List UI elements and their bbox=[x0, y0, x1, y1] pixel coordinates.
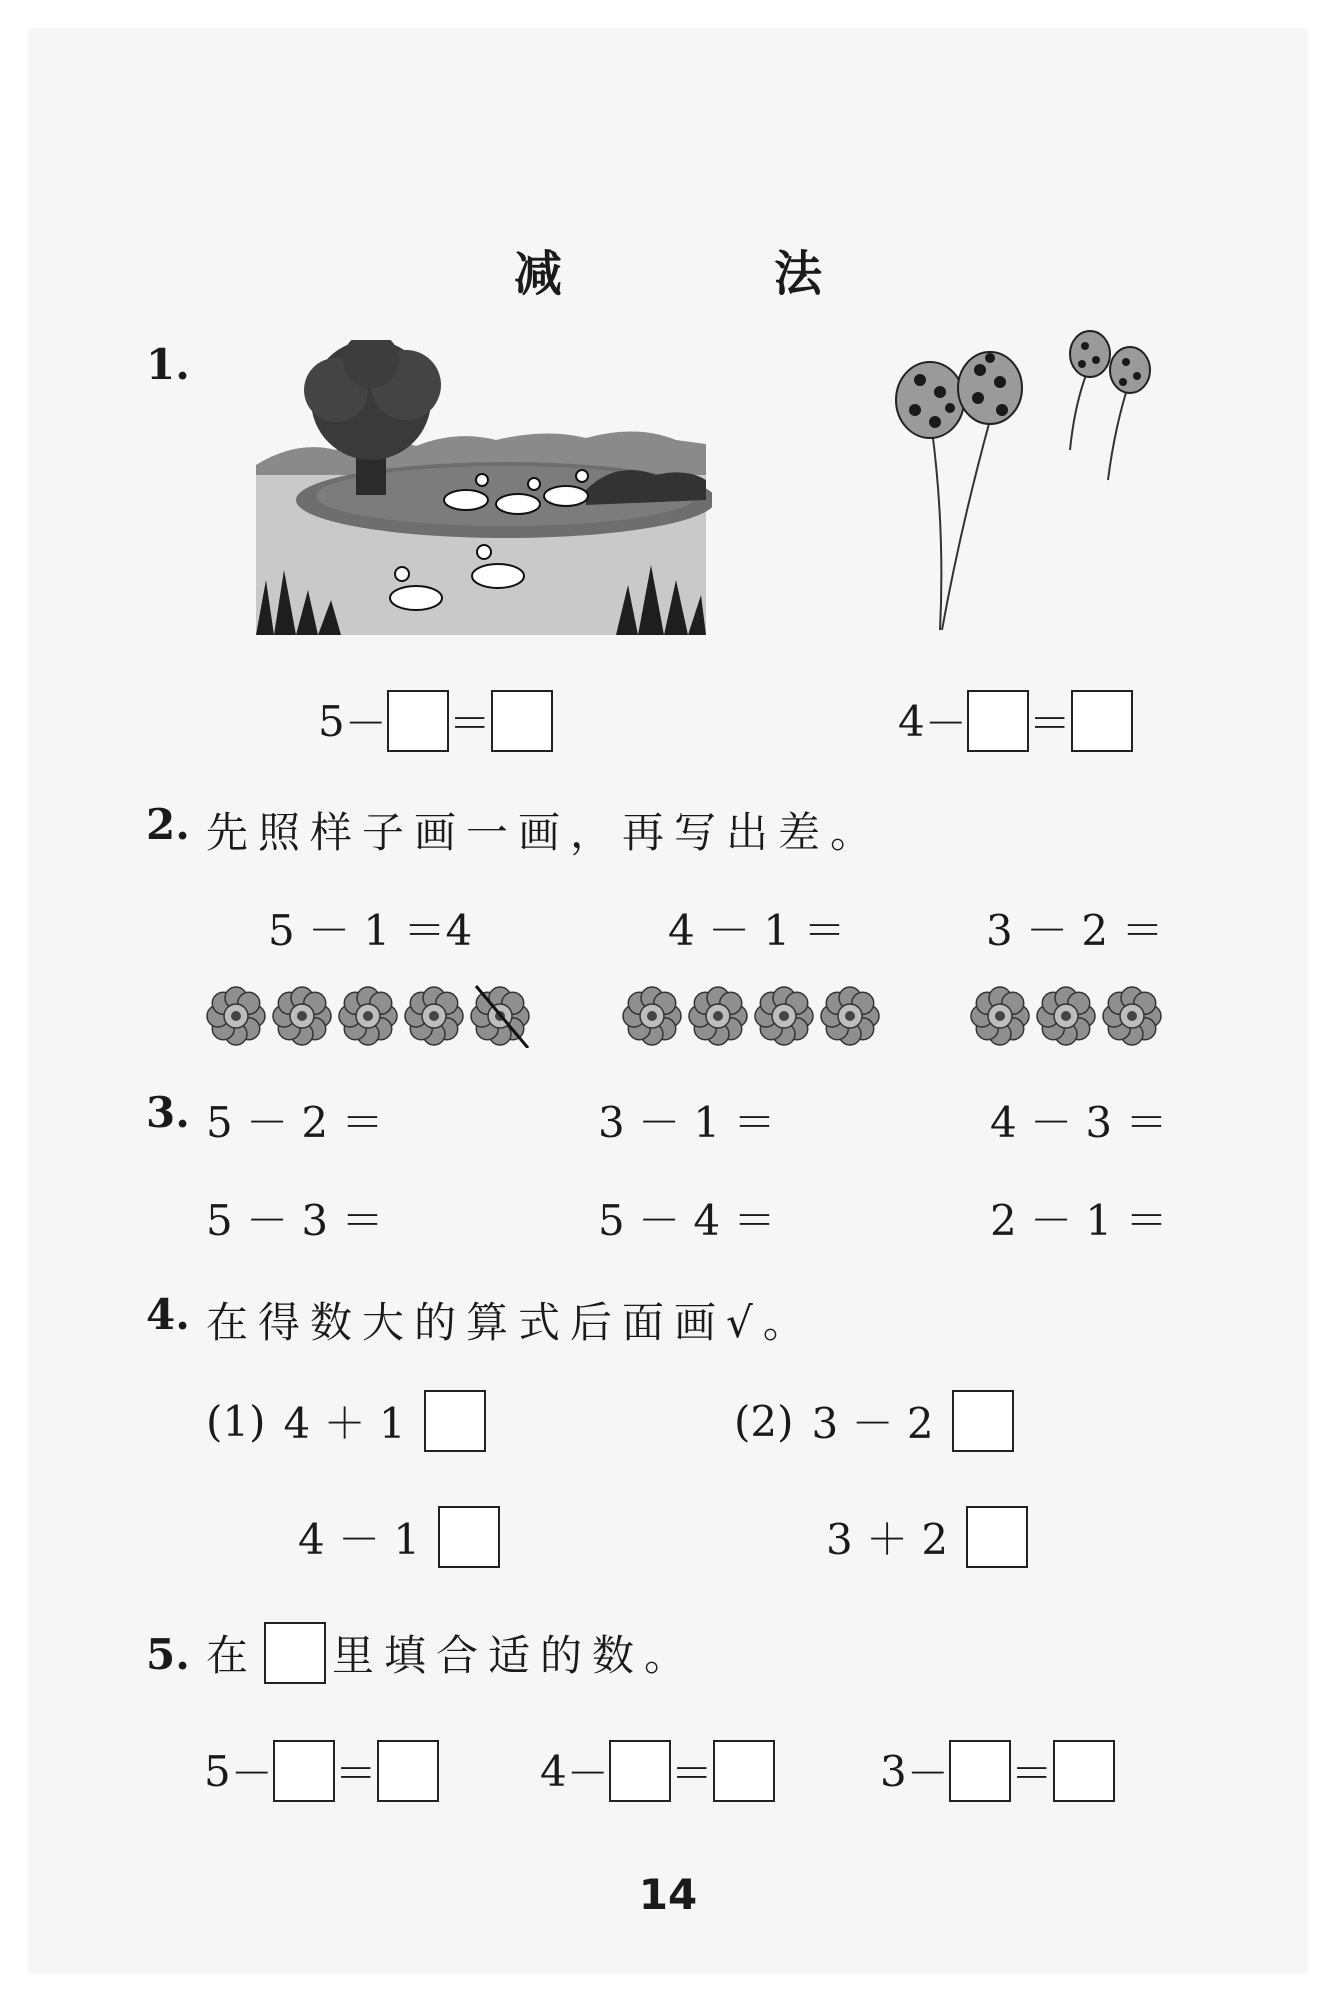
q4-part-2-row-2 bbox=[826, 1506, 1028, 1568]
flower-icon bbox=[689, 987, 747, 1045]
flower-icon bbox=[821, 987, 879, 1045]
q3-expression: 3 － 1 ＝ bbox=[598, 1098, 776, 1147]
question-5-number: 5. bbox=[146, 1630, 190, 1679]
q5-equals: ＝ bbox=[1010, 1749, 1053, 1798]
question-2-number: 2. bbox=[146, 800, 190, 849]
q5-equation-3 bbox=[880, 1740, 1115, 1802]
q4-part-1-row-2 bbox=[298, 1506, 500, 1568]
q2-example-expression: 5 － 1 ＝4 bbox=[268, 906, 473, 955]
q3-expression: 5 － 3 ＝ bbox=[206, 1196, 384, 1245]
page-title: 减 法 bbox=[513, 246, 904, 302]
checkmark-box[interactable] bbox=[966, 1506, 1028, 1568]
q5-equals: ＝ bbox=[334, 1749, 377, 1798]
q4-part-2-expression-a: 3 － 2 bbox=[811, 1399, 934, 1448]
q4-part-1-expression-b: 4 － 1 bbox=[298, 1515, 421, 1564]
q4-part-1-expression-a: 4 ＋ 1 bbox=[283, 1399, 406, 1448]
question-3-number: 3. bbox=[146, 1088, 190, 1137]
example-box bbox=[264, 1622, 326, 1684]
flower-row-svg bbox=[620, 984, 884, 1048]
answer-box[interactable] bbox=[609, 1740, 671, 1802]
q5-minuend: 4 bbox=[540, 1746, 567, 1796]
page-number: 14 bbox=[638, 1870, 698, 1919]
q5-equation-1 bbox=[204, 1740, 439, 1802]
q3-expression: 2 － 1 ＝ bbox=[990, 1196, 1168, 1245]
q2-flower-row-3 bbox=[968, 984, 1178, 1048]
q1-equation-right bbox=[898, 690, 1133, 752]
q5-text-after: 里填合适的数。 bbox=[332, 1631, 697, 1680]
q2-expression-2: 4 － 1 ＝ bbox=[668, 906, 846, 955]
q3-expression: 5 － 2 ＝ bbox=[206, 1098, 384, 1147]
checkmark-box[interactable] bbox=[424, 1390, 486, 1452]
q5-minus: － bbox=[906, 1749, 949, 1798]
flower-row-svg bbox=[204, 984, 534, 1048]
answer-box[interactable] bbox=[273, 1740, 335, 1802]
flower-icon bbox=[339, 987, 397, 1045]
checkmark-box[interactable] bbox=[952, 1390, 1014, 1452]
q3-expression: 4 － 3 ＝ bbox=[990, 1098, 1168, 1147]
answer-box[interactable] bbox=[387, 690, 449, 752]
q1-left-equals: ＝ bbox=[448, 699, 491, 748]
answer-box[interactable] bbox=[967, 690, 1029, 752]
q5-minuend: 3 bbox=[880, 1746, 907, 1796]
question-2-text: 先照样子画一画，再写出差。 bbox=[206, 808, 883, 857]
q5-minus: － bbox=[230, 1749, 273, 1798]
q5-minuend: 5 bbox=[204, 1746, 231, 1796]
flower-icon bbox=[1037, 987, 1095, 1045]
q1-right-equals: ＝ bbox=[1028, 699, 1071, 748]
flower-icon bbox=[755, 987, 813, 1045]
answer-box[interactable] bbox=[949, 1740, 1011, 1802]
q5-minus: － bbox=[566, 1749, 609, 1798]
flower-icon bbox=[623, 987, 681, 1045]
q5-equation-2 bbox=[540, 1740, 775, 1802]
flower-icon bbox=[971, 987, 1029, 1045]
answer-box[interactable] bbox=[713, 1740, 775, 1802]
q4-part-2-expression-b: 3 ＋ 2 bbox=[826, 1515, 949, 1564]
q1-right-minuend: 4 bbox=[898, 696, 925, 746]
pond-ducks-illustration bbox=[256, 340, 712, 640]
q4-part-1-label: (1) bbox=[206, 1396, 266, 1446]
q1-equation-left bbox=[318, 690, 553, 752]
question-4-number: 4. bbox=[146, 1290, 190, 1339]
q2-flower-row-2 bbox=[620, 984, 890, 1048]
balloons-illustration bbox=[890, 330, 1170, 640]
flower-icon bbox=[405, 987, 463, 1045]
answer-box[interactable] bbox=[377, 1740, 439, 1802]
flower-icon bbox=[1103, 987, 1161, 1045]
q5-text-before: 在 bbox=[206, 1631, 259, 1680]
q4-part-2-row-1 bbox=[734, 1390, 1014, 1452]
question-4-text: 在得数大的算式后面画√。 bbox=[206, 1298, 815, 1347]
flower-icon bbox=[273, 987, 331, 1045]
q4-part-1-row-1 bbox=[206, 1390, 486, 1452]
question-5-text bbox=[206, 1622, 696, 1684]
checkmark-box[interactable] bbox=[438, 1506, 500, 1568]
q2-expression-3: 3 － 2 ＝ bbox=[986, 906, 1164, 955]
question-1-number: 1. bbox=[146, 340, 190, 389]
q1-right-minus: － bbox=[924, 699, 967, 748]
q1-left-minuend: 5 bbox=[318, 696, 345, 746]
flower-icon bbox=[207, 987, 265, 1045]
q1-left-minus: － bbox=[344, 699, 387, 748]
answer-box[interactable] bbox=[1053, 1740, 1115, 1802]
answer-box[interactable] bbox=[1071, 690, 1133, 752]
q4-part-2-label: (2) bbox=[734, 1396, 794, 1446]
q2-flower-row-1 bbox=[204, 984, 534, 1048]
q3-expression: 5 － 4 ＝ bbox=[598, 1196, 776, 1245]
q5-equals: ＝ bbox=[670, 1749, 713, 1798]
answer-box[interactable] bbox=[491, 690, 553, 752]
flower-row-svg bbox=[968, 984, 1166, 1048]
